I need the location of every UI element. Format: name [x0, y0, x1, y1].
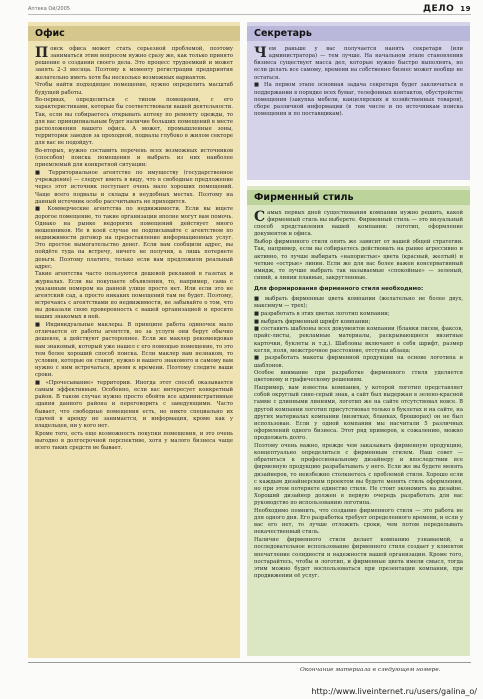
- section-header: [423, 4, 471, 14]
- office-title: Офис: [28, 26, 240, 41]
- section-title: ДЕЛО: [422, 4, 455, 14]
- office-paragraph: Во-первых, определиться с типом помещения, с его характеристиками, которые бы соответствовали вашей деятельности. Так, если вы собираетесь открывать аптеку по ремонту одежды, то для вас принципиальным будет наличие больших помещений в месте расположения вашего офиса. А может, промышленные зоны, территории заводов за проходной, подвалы глубоко в жилом секторе для вас не подойдут.: [35, 97, 233, 147]
- secretary-drop-cap: Ч: [254, 45, 267, 61]
- style-paragraph: амых первых дней существования компании нужно решить, какой фирменный стиль вы выберете. Фирменный стиль — это визуальный способ представления вашей компании: логотип, оформление документов и офиса.: [254, 210, 463, 238]
- office-paragraph: Такие агентства часто пользуются дешевой рекламой в газетах и журналах. Если вы покупаете объявления, то, например, сама с указанным номером на данной улице просто нет. Или если это не агентский сад, а просто никаких помещений там не будет. Поэтому, встречаясь с агентствами по недвижимости, не забывайте о том, что вы доказали свою проверенность с вашей организацией и просите ваших знакомых в ней.: [35, 271, 233, 321]
- style-paragraph: Поэтому очень важно, прежде чем заказывать фирменную продукцию, концептуально определиться с фирменным стилем. Наш совет — обратиться к профессиональному дизайнеру и впоследствии все фирменную продукцию разрабатывать у него. Если же вы будете менять дизайнеров, то неизбежно столкнетесь с проблемой стиля. Хорошо если с каждым дизайнерским проектом вы будете менять стиль оформления, но при этом потеряете единство стиля. Не стоит экономить на дизайне. Хороший дизайнер должен в первую очередь разработать для вас руководство по использованию логотипа.: [254, 442, 463, 507]
- style-title: Фирменный стиль: [247, 190, 470, 205]
- secretary-paragraph: ем раньше у вас получается нанять секретаря (или администратора) — тем лучше. На начальном этапе становления бизнеса существует масса дел, которые нужно быстро выполнять, но если делать все самому, времени на собственно бизнес может вообще не остаться.: [254, 46, 463, 81]
- header-divider: [28, 14, 471, 15]
- office-paragraph: ■ Территориальное агентство по имуществу (государственное учреждение) — следует иметь в виду, что в свободные предложение через этот источник поступает очень мало хороших помещений. Чаще всего подвалы и склады в неудобных местах. Поэтому на данный источник особо рассчитывать не приходится.: [35, 170, 233, 205]
- secretary-body: [254, 46, 463, 118]
- style-article: [247, 186, 470, 656]
- source-url[interactable]: http://www.liveinternet.ru/users/galina_o/: [311, 687, 477, 696]
- secretary-title: Секретарь: [247, 26, 470, 41]
- office-drop-cap: П: [35, 45, 49, 61]
- style-bullet: ■ выбрать фирменный шрифт компании;: [254, 318, 371, 325]
- style-body: [254, 210, 463, 580]
- style-bullet: ■ составить шаблоны всех документов компании (бланки писем, факсов, прайс-листы, рекламные материалы, раскрывающиеся визитные карточки, буклеты и т.д.). Шаблоны включают в себя шрифт, размер кегля, поля, межстрочное расстояние, отступы абзаца;: [254, 326, 463, 354]
- office-body: [35, 46, 233, 452]
- footer-divider: [28, 662, 471, 663]
- office-paragraph: ■ «Прочесывание» территории. Иногда этот способ оказывается самым эффективным. Особенно, если вас интересует конкретный район. В таком случае нужно просто обойти все административные здания данного района и переговорить с заведующими. Часто бывает, что свободные помещения есть, но никто специально их сдачей в аренду не занимается, и информация, кроме как у владельцев, ни у кого нет.: [35, 379, 233, 429]
- office-paragraph: ■ Коммерческие агентства по недвижимости. Если вы ищете дорогое помещение, то такие организации вполне могут вам помочь. Однако на рынке недорогих помещений действует много мошенников. Не в коей случае не подписывайте с агентством по недвижимости договор на предоставление информационных услуг. Это простое вымогательство денег. Если вам сообщили адрес, вы пойдёте туда на встречу, ничего не получив, а лишь потеряете деньги. Поэтому платите, только если вам предложили реальный адрес.: [35, 206, 233, 270]
- style-bullet: ■ разработать макеты фирменной продукции на основе логотипа и шаблонов.: [254, 355, 463, 369]
- issue-label: Аптека Ой/2005: [28, 6, 70, 12]
- style-bullet: ■ выбрать фирменные цвета компании (желательно не более двух, максимум — трех);: [254, 296, 463, 310]
- office-paragraph: Чтобы найти подходящее помещение, нужно определить масштаб будущей работы.: [35, 82, 233, 96]
- office-paragraph: Кроме того, есть еще возможность покупки помещения, и это очень выгодно в долгосрочной перспективе, хотя у малого бизнеса чаще всего таких средств не бывает.: [35, 430, 233, 451]
- office-paragraph: Во-вторых, нужно составить перечень всех возможных источников (способов) поиска помещения и выбрать из них наиболее приемлемый для конкретной ситуации:: [35, 147, 233, 169]
- office-article: [28, 22, 240, 658]
- style-paragraph: Необходимо помнить, что создание фирменного стиля — это работа не для одного дня. Его разработка требует определенного времени, и если у вас его нет, то лучше отложить сроки, чем потом переделывать некачественный стиль.: [254, 507, 463, 536]
- page-number: 19: [460, 5, 471, 13]
- style-paragraph: Например, вам известна компания, у которой логотип представляет собой округлый сине-серый знак, а сайт был выдержан в зелено-красной гамме с длинными линиями, логотип же на сайте отсутствовал вовсе. В другой компании логотип присутствовал только в буклетах и на сайте, на других материалах компании (визитках, бланках, брошюрах) он не был использован. Если у одной компании мы насчитали 5 различных оформлений одного бизнеса. Этот ряд примеров, к сожалению, можно продолжать долго.: [254, 385, 463, 442]
- continuation-note: Окончание материала в следующем номере.: [300, 667, 441, 673]
- style-paragraph: Особое внимание при разработке фирменного стиля уделяется цветовому и графическому решениям.: [254, 370, 463, 384]
- style-paragraph: Выбор фирменного стиля опять же зависит от вашей общей стратегии. Так, например, если вы собираетесь действовать на рынке агрессивно и активно, то лучше выбирать «напористые» цвета (красный, желтый) и четкие «острые» линии. Если же для вас более важен консервативный имидж, то лучше выбрать так называемые «спокойные» — зеленый, синий, а линии плавные, закругленные.: [254, 239, 463, 281]
- style-paragraph: Наличие фирменного стиля делает компанию узнаваемой, а последовательное использование фирменного стиля создает у клиентов впечатление солидности и надежности вашей организации. Кроме того, постарайтесь, чтобы и логотип, и фирменные цвета имели смысл, тогда этим можно будет воспользоваться при презентации компании, при продвижении её услуг.: [254, 537, 463, 579]
- style-bullet: ■ разработать в этих цветах логотип компании;: [254, 310, 390, 317]
- secretary-article: [247, 22, 470, 180]
- secretary-paragraph: ■ На первом этапе основная задача секретаря будет заключаться в поддержании в порядке всех бумаг, телефонных контактов, обустройстве помещения (закупка мебели, канцелярских и хозяйственных товаров), сборе различной информации (в том числе и по источникам поиска помещения и по поставщикам).: [254, 82, 463, 117]
- style-subhead: Для формирования фирменного стиля необходимо:: [254, 286, 424, 293]
- office-paragraph: ■ Индивидуальные маклеры. В принципе работа одиночек мало отличается от работы агентств, но за услуги они берут обычно дешевле, а действуют расторопнее. Если же маклер рекомендован вам знакомый, который уже нашел с его помощью помещение, то это тем более хороший способ поиска. Если маклер вам незнаком, то условия, которые он ставит, нужно и вашего знакомого и самому вам нужно с ним встречаться, время к времени. Поэтому следите ваши сроки.: [35, 322, 233, 379]
- style-bullet-list: [254, 296, 463, 370]
- style-drop-cap: С: [254, 209, 266, 225]
- office-paragraph: оиск офиса может стать серьезной проблемой, поэтому заниматься этим вопросом нужно сразу же, как только принято решение о создании своего дела. Это процесс трудоемкий и может занять 2–3 месяца. Поэтому к моменту регистрации предприятия желательно иметь хотя бы несколько возможных вариантов.: [35, 46, 233, 81]
